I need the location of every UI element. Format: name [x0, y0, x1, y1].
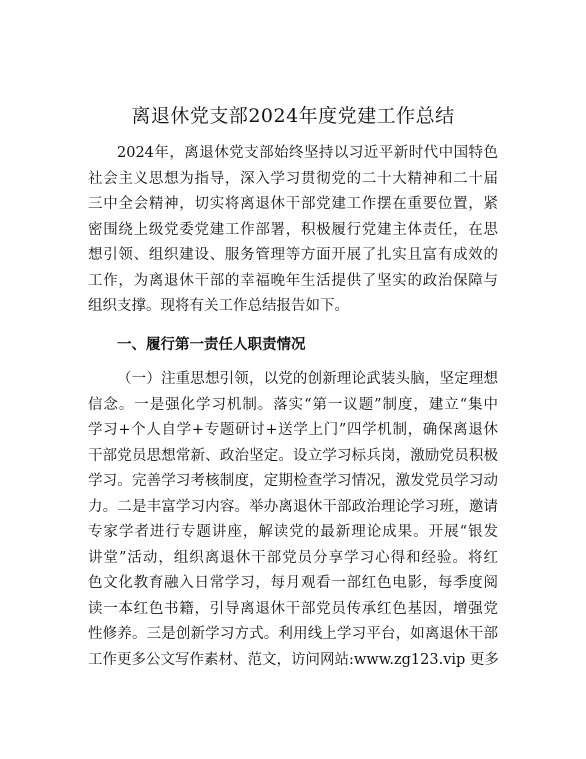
paragraph-line: 学习+个人自学+专题研讨+送学上门”四学机制，确保离退休 [88, 422, 498, 438]
section-paragraph [88, 367, 498, 673]
paragraph-line: 干部党员思想常新、政治坚定。设立学习标兵岗，激励党员积极 [88, 447, 498, 464]
document-title: 离退休党支部2024年度党建工作总结 [131, 105, 455, 127]
paragraph-line: （一）注重思想引领，以党的创新理论武装头脑，坚定理想 [117, 371, 498, 387]
paragraph-line: 讲堂”活动，组织离退休干部党员分享学习心得和经验。将红 [88, 549, 498, 566]
paragraph-line: 三中全会精神，切实将离退休干部党建工作摆在重要位置，紧 [88, 196, 498, 212]
paragraph-line: 色文化教育融入日常学习，每月观看一部红色电影，每季度阅 [88, 575, 498, 591]
paragraph-line: 专家学者进行专题讲座，解读党的最新理论成果。开展“银发 [88, 524, 498, 540]
paragraph-line: 读一本红色书籍，引导离退休干部党员传承红色基因，增强党 [88, 600, 498, 617]
paragraph-line: 学习。完善学习考核制度，定期检查学习情况，激发党员学习动 [88, 473, 498, 489]
paragraph-line: 力。二是丰富学习内容。举办离退休干部政治理论学习班，邀请 [88, 498, 498, 515]
intro-paragraph [88, 141, 498, 320]
paragraph-line: 性修养。三是创新学习方式。利用线上学习平台，如离退休干部 [88, 626, 498, 642]
paragraph-line: 密围绕上级党委党建工作部署，积极履行党建主体责任，在思 [88, 221, 498, 238]
paragraph-line: 组织支撑。现将有关工作总结报告如下。 [88, 298, 349, 314]
paragraph-line: 社会主义思想为指导，深入学习贯彻党的二十大精神和二十届 [88, 170, 498, 187]
paragraph-line: 想引领、组织建设、服务管理等方面开展了扎实且富有成效的 [88, 247, 498, 263]
section-heading: 一、履行第一责任人职责情况 [117, 336, 306, 353]
paragraph-line: 信念。一是强化学习机制。落实“第一议题”制度，建立“集中 [88, 396, 498, 413]
paragraph-line: 2024年，离退休党支部始终坚持以习近平新时代中国特色 [117, 145, 498, 161]
paragraph-line: 工作，为离退休干部的幸福晚年生活提供了坚实的政治保障与 [88, 272, 498, 289]
paragraph-line: 工作更多公文写作素材、范文，访问网站:www.zg123.vip 更多 [88, 651, 499, 668]
